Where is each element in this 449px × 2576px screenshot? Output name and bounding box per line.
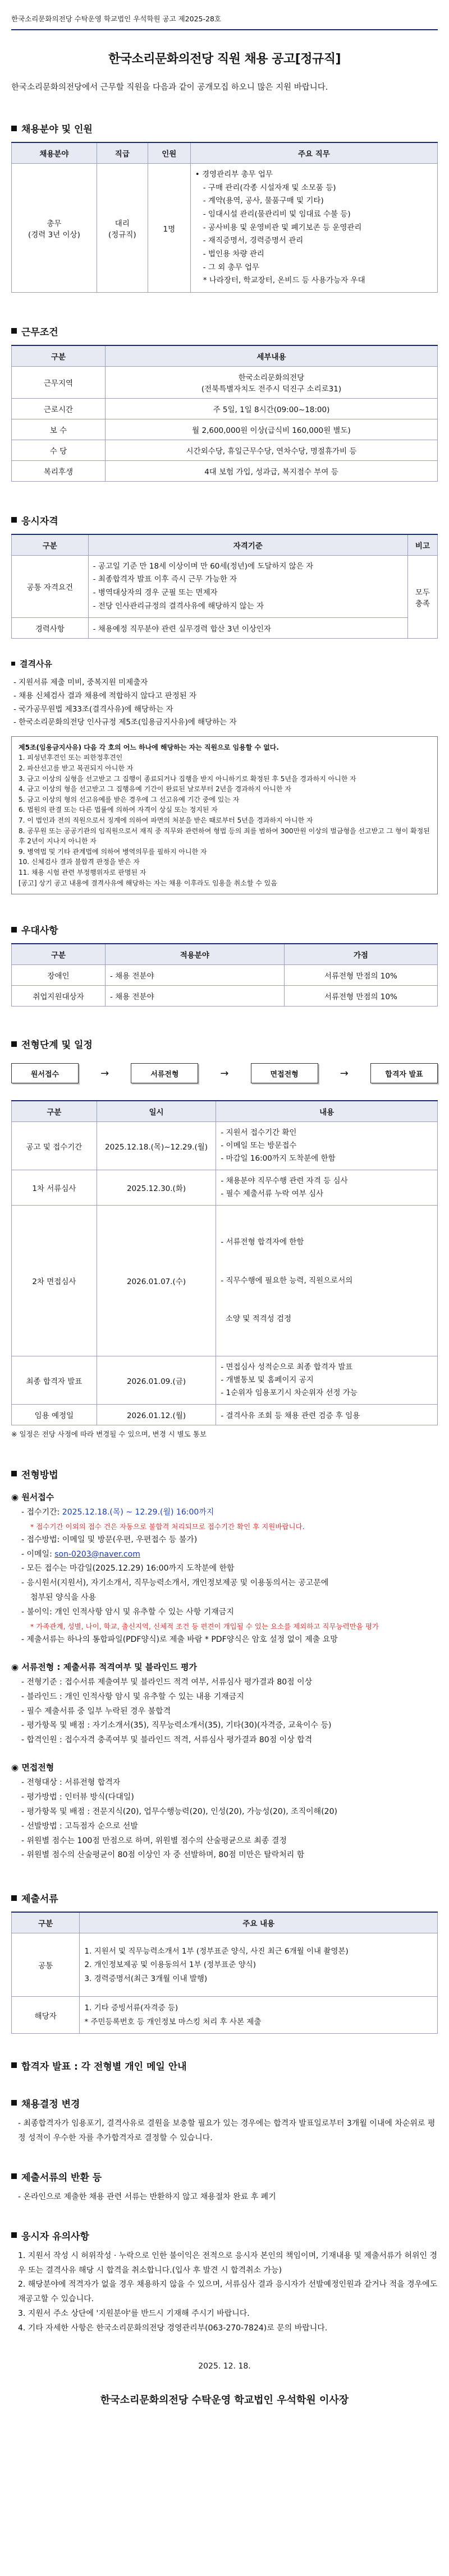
disq-item: - 한국소리문화의전당 인사규정 제5조(임용금지사유)에 해당하는 자 xyxy=(13,718,237,727)
caution-item: 3. 지원서 주소 상단에 '지원분야'를 반드시 기재해 주시기 바랍니다. xyxy=(18,2309,250,2319)
doc-item: - 합격인원 : 접수자격 충족여부 및 블라인드 적격, 서류심사 평가결과 80점 이상 합격 xyxy=(21,1735,313,1745)
email-link[interactable]: son-0203@naver.com xyxy=(54,1549,140,1559)
work-value: 주 5일, 1일 8시간(09:00~18:00) xyxy=(105,398,437,419)
flow-step-document: 서류전형 xyxy=(131,1063,198,1083)
disq-item: - 지원서류 제출 미비, 중복지원 미제출자 xyxy=(13,678,148,687)
square-bullet-icon xyxy=(11,126,17,131)
qual-common-items xyxy=(88,555,407,618)
sch-line: - 개별통보 및 홈페이지 공지 xyxy=(221,1375,314,1385)
caution-item: 4. 기타 자세한 사항은 한국소리문화의전당 경영관리부(063-270-7824)로 문의 바랍니다. xyxy=(18,2324,328,2333)
sch-key: 최종 합격자 발표 xyxy=(12,1356,97,1405)
section-change-title: 채용결정 변경 xyxy=(11,2096,438,2110)
change-text: - 최종합격자가 임용포기, 결격사유로 결원을 보충할 필요가 있는 경우에는 합격자 발표일로부터 3개월 이내에 차순위로 평정 성적이 우수한 자를 추가합격자로 결정할 수 있습니다. xyxy=(18,2118,436,2143)
sch-content xyxy=(216,1356,438,1405)
work-key: 근로시간 xyxy=(12,398,106,419)
doc-item: - 전형기준 : 접수서류 제출여부 및 블라인드 적격 여부, 서류심사 평가결과 80점 이상 xyxy=(21,1677,313,1687)
submit-item: 2. 개인정보제공 및 이용동의서 1부 (정부표준 양식) xyxy=(84,1960,256,1970)
square-bullet-icon xyxy=(11,328,17,334)
intv-item: - 평가항목 및 배점 : 전문지식(20), 업무수행능력(20), 인성(20), 가능성(20), 조직이해(20) xyxy=(21,1807,337,1816)
th-pref-k: 구분 xyxy=(12,944,106,965)
apply-deadline: - 모든 접수는 마감일(2025.12.29) 16:00까지 도착분에 한함 xyxy=(21,1564,235,1573)
apply-heading: ◉ 원서접수 xyxy=(11,1492,54,1502)
section-pref-title: 우대사항 xyxy=(11,922,438,936)
notice-line: 4. 금고 이상의 형을 선고받고 그 집행유예 기간이 완료된 날로부터 2년을 경과하지 아니한 자 xyxy=(19,785,291,793)
section-method-title: 전형방법 xyxy=(11,1467,438,1481)
disq-notice-box xyxy=(11,736,438,894)
notice-line: 6. 법원의 판결 또는 다른 법률에 의하여 자격이 상실 또는 정지된 자 xyxy=(19,806,218,814)
notice-line: 1. 피성년후견인 또는 피한정후견인 xyxy=(19,754,123,762)
caution-item: 1. 지원서 작성 시 허위작성 · 누락으로 인한 불이익은 전적으로 응시자 본인의 책임이며, 기재내용 및 제출서류가 허위인 경우 또는 결격사유 해당 시 합격을 취소합니다.(입사 후 발견 시 합격취소 가능) xyxy=(18,2251,438,2275)
sch-line: 소양 및 적격성 검정 xyxy=(221,1314,292,1324)
pref-field: - 채용 전분야 xyxy=(105,965,284,986)
schedule-table xyxy=(11,1100,438,1425)
submit-item: 1. 기타 증빙서류(자격증 등) xyxy=(84,2003,178,2013)
submit-table xyxy=(11,1912,438,2034)
th-count: 인원 xyxy=(148,142,190,164)
work-key: 보 수 xyxy=(12,419,106,440)
doc-item: - 블라인드 : 개인 인적사항 암시 및 유추할 수 있는 내용 기재금지 xyxy=(21,1692,244,1701)
section-caution-title: 응시자 유의사항 xyxy=(11,2228,438,2242)
notice-header: 한국소리문화의전당 수탁운영 학교법인 우석학원 공고 제2025-28호 xyxy=(11,10,438,30)
intv-item: - 평가방법 : 인터뷰 방식(다대일) xyxy=(21,1792,134,1802)
duty-item: - 구매 관리(각종 시설자재 및 소모품 등) xyxy=(203,183,336,192)
apply-caution: - 불이익: 개인 인적사항 암시 및 유추할 수 있는 사항 기재금지 xyxy=(21,1608,234,1617)
apply-method: - 접수방법: 이메일 및 방문(우편, 우편접수 등 불가) xyxy=(21,1535,198,1544)
th-pref-f: 적용분야 xyxy=(105,944,284,965)
submit-item: 1. 지원서 및 직무능력소개서 1부 (정부표준 양식, 사진 최근 6개월 이내 촬영본) xyxy=(84,1946,349,1956)
process-flow xyxy=(11,1063,438,1083)
sch-date: 2025.12.30.(화) xyxy=(97,1170,216,1205)
section-schedule-title: 전형단계 및 일정 xyxy=(11,1037,438,1051)
square-bullet-icon xyxy=(11,2232,17,2238)
sch-date: 2026.01.07.(수) xyxy=(97,1205,216,1356)
sch-content xyxy=(216,1205,438,1356)
qual-item: - 병역대상자의 경우 군필 또는 면제자 xyxy=(93,588,218,598)
recruit-field: 총무 (경력 3년 이상) xyxy=(12,164,97,293)
square-bullet-icon xyxy=(11,2062,17,2068)
qual-item: - 최종합격자 발표 이후 즉시 근무 가능한 자 xyxy=(93,575,237,584)
duty-item: • 경영관리부 총무 업무 xyxy=(195,170,273,179)
square-bullet-icon xyxy=(11,927,17,932)
sch-content xyxy=(216,1404,438,1425)
th-sch-c: 내용 xyxy=(216,1101,438,1122)
duty-item: - 임대시설 관리(물관리비 및 임대료 수불 등) xyxy=(203,210,351,219)
method-body xyxy=(11,1490,438,1863)
arrow-right-icon: → xyxy=(340,1067,349,1079)
sch-line: - 이메일 또는 방문접수 xyxy=(221,1141,297,1151)
sch-date: 2025.12.18.(목)~12.29.(월) xyxy=(97,1122,216,1170)
sch-line: - 1순위자 임용포기시 차순위자 선정 가능 xyxy=(221,1388,358,1397)
qual-table xyxy=(11,534,438,639)
recruit-duties xyxy=(190,164,437,293)
recruit-count: 1명 xyxy=(148,164,190,293)
duty-item: * 나라장터, 학교장터, 온비드 등 사용가능자 우대 xyxy=(203,276,365,285)
section-submit-title: 제출서류 xyxy=(11,1891,438,1905)
flow-step-announce: 합격자 발표 xyxy=(370,1063,438,1083)
notice-line: [공고] 상기 공고 내용에 결격사유에 해당하는 자는 채용 이후라도 임용을 취소할 수 있음 xyxy=(19,879,277,887)
th-duty: 주요 직무 xyxy=(190,142,437,164)
disq-item: - 국가공무원법 제33조(결격사유)에 해당하는 자 xyxy=(13,704,173,714)
pref-key: 장애인 xyxy=(12,965,106,986)
section-recruit-title: 채용분야 및 인원 xyxy=(11,121,438,135)
qual-career-label: 경력사항 xyxy=(12,618,89,639)
duty-item: - 공사비용 및 운영비관 및 폐기보존 등 운영관리 xyxy=(203,223,362,232)
sch-line: - 채용분야 직무수행 관련 자격 등 심사 xyxy=(221,1176,348,1185)
notice-signature: 한국소리문화의전당 수탁운영 학교법인 우석학원 이사장 xyxy=(100,2394,349,2406)
doc-item: - 필수 제출서류 중 일부 누락된 경우 불합격 xyxy=(21,1706,171,1716)
work-value: 한국소리문화의전당 (전북특별자치도 전주시 덕진구 소리로31) xyxy=(105,366,437,398)
pref-points: 서류전형 만점의 10% xyxy=(284,965,437,986)
work-value: 시간외수당, 휴일근무수당, 연차수당, 명절휴가비 등 xyxy=(105,440,437,460)
sch-line: - 직무수행에 필요한 능력, 직원으로서의 xyxy=(221,1276,353,1285)
th-sch-d: 일시 xyxy=(97,1101,216,1122)
square-bullet-icon xyxy=(11,1041,17,1047)
return-text: - 온라인으로 제출한 채용 관련 서류는 반환하지 않고 채용절차 완료 후 폐기 xyxy=(18,2192,276,2201)
sch-date: 2026.01.12.(월) xyxy=(97,1404,216,1425)
schedule-note: ※ 일정은 전당 사정에 따라 변경될 수 있으며, 변경 시 별도 통보 xyxy=(11,1429,207,1438)
sch-key: 2차 면접심사 xyxy=(12,1205,97,1356)
apply-period: - 접수기간: 2025.12.18.(목) ~ 12.29.(월) 16:00까지 xyxy=(21,1507,214,1517)
square-bullet-icon xyxy=(11,2173,17,2179)
section-qual-title: 응시자격 xyxy=(11,513,438,527)
doc-item: - 평가항목 및 배점 : 자기소개서(35), 직무능력소개서(35), 기타(30)(자격증, 교육이수 등) xyxy=(21,1721,332,1730)
recruit-grade: 대리 (정규직) xyxy=(97,164,148,293)
sch-content xyxy=(216,1122,438,1170)
intv-item: - 위원별 점수의 산술평균이 80점 이상인 자 중 선발하며, 80점 미만은 탈락처리 함 xyxy=(21,1850,305,1860)
arrow-right-icon: → xyxy=(220,1067,229,1079)
th-field: 채용분야 xyxy=(12,142,97,164)
intro-text: 한국소리문화의전당에서 근무할 직원을 다음과 같이 공개모집 하오니 많은 지원 바랍니다. xyxy=(11,83,328,92)
sch-key: 공고 및 접수기간 xyxy=(12,1122,97,1170)
section-announce-title: 합격자 발표 : 각 전형별 개인 메일 안내 xyxy=(11,2058,438,2072)
apply-caution-red: * 가족관계, 성별, 나이, 학교, 출신지역, 신체적 조건 등 편견이 개입될 수 있는 요소를 제외하고 직무능력만을 평가 xyxy=(30,1622,379,1631)
square-bullet-icon xyxy=(11,1471,17,1476)
notice-line: 5. 금고 이상의 형의 선고유예를 받은 경우에 그 선고유예 기간 중에 있는 자 xyxy=(19,795,240,804)
sch-line: - 결격사유 조회 등 채용 관련 검증 후 임용 xyxy=(221,1411,360,1420)
th-sub-v: 주요 내용 xyxy=(80,1912,438,1933)
duty-item: - 재직증명서, 경력증명서 관리 xyxy=(203,236,304,246)
qual-item: - 전당 인사관리규정의 결격사유에 해당하지 않는 자 xyxy=(93,601,264,611)
th-work-v: 세부내용 xyxy=(105,345,437,367)
pref-field: - 채용 전분야 xyxy=(105,986,284,1007)
sch-line: - 서류전형 합격자에 한함 xyxy=(221,1237,304,1247)
qual-common-label: 공통 자격요건 xyxy=(12,555,89,618)
qual-item: - 공고일 기준 만 18세 이상이며 만 60세(정년)에 도달하지 않은 자 xyxy=(93,561,314,571)
notice-line: 11. 채용 시험 관련 부정행위자로 판명된 자 xyxy=(19,868,146,876)
caution-item: 2. 해당분야에 적격자가 없을 경우 채용하지 않을 수 있으며, 서류심사 결과 응시자가 선발예정인원과 같거나 적을 경우에도 재공고할 수 있습니다. xyxy=(18,2280,438,2304)
intv-heading: ◉ 면접전형 xyxy=(11,1762,54,1773)
sch-key: 임용 예정일 xyxy=(12,1404,97,1425)
square-bullet-icon xyxy=(11,517,17,523)
notice-line: 10. 신체검사 결과 불합격 판정을 받은 자 xyxy=(19,858,140,866)
work-value: 월 2,600,000원 이상(급식비 160,000원 별도) xyxy=(105,419,437,440)
square-bullet-icon xyxy=(11,1895,17,1901)
notice-line: 2. 파산선고를 받고 복권되지 아니한 자 xyxy=(19,764,134,772)
caution-list xyxy=(11,2249,438,2336)
th-work-k: 구분 xyxy=(12,345,106,367)
section-work-title: 근무조건 xyxy=(11,324,438,338)
duty-item: - 그 외 총무 업무 xyxy=(203,262,260,272)
th-qual-k: 구분 xyxy=(12,534,89,556)
submit-target-items xyxy=(80,1997,438,2034)
flow-step-interview: 면접전형 xyxy=(251,1063,318,1083)
arrow-right-icon: → xyxy=(100,1067,109,1079)
notice-line: 3. 금고 이상의 실형을 선고받고 그 집행이 종료되거나 집행을 받지 아니하기로 확정된 후 5년을 경과하지 아니한 자 xyxy=(19,774,356,783)
work-table xyxy=(11,345,438,482)
sch-line: - 면접심사 성적순으로 최종 합격자 발표 xyxy=(221,1363,353,1372)
th-qual-note: 비고 xyxy=(407,534,437,556)
work-key: 수 당 xyxy=(12,440,106,460)
recruit-table xyxy=(11,142,438,293)
sch-line: - 필수 제출서류 누락 여부 심사 xyxy=(221,1189,324,1198)
sch-line: - 마감일 16:00까지 도착분에 한함 xyxy=(221,1154,336,1163)
notice-line: 9. 병역법 및 기타 관계법에 의하여 병역의무를 필하지 아니한 자 xyxy=(19,847,207,856)
submit-item: 3. 경력증명서(최근 3개월 이내 발행) xyxy=(84,1974,208,1983)
apply-pdf: - 제출서류는 하나의 통합파일(PDF양식)로 제출 바람 * PDF양식은 암호 설정 없이 제출 요망 xyxy=(21,1635,338,1645)
submit-item: * 주민등록번호 등 개인정보 마스킹 처리 후 사본 제출 xyxy=(84,2017,262,2026)
submit-target-label: 해당자 xyxy=(12,1997,80,2034)
square-bullet-icon xyxy=(11,662,15,666)
flow-step-apply: 원서접수 xyxy=(11,1063,79,1083)
submit-common-items xyxy=(80,1933,438,1997)
disq-title: 결격사유 xyxy=(11,658,438,670)
intv-item: - 선발방법 : 고득점자 순으로 선발 xyxy=(21,1821,138,1831)
square-bullet-icon xyxy=(11,2100,17,2106)
work-key: 근무지역 xyxy=(12,366,106,398)
pref-table xyxy=(11,943,438,1007)
apply-docs-2: 첨부된 양식을 사용 xyxy=(30,1593,97,1603)
submit-common-label: 공통 xyxy=(12,1933,80,1997)
th-qual-v: 자격기준 xyxy=(88,534,407,556)
duty-item: - 계약(용역, 공사, 물품구매 및 기타) xyxy=(203,196,324,206)
th-sub-k: 구분 xyxy=(12,1912,80,1933)
pref-key: 취업지원대상자 xyxy=(12,986,106,1007)
notice-line: 제5조(임용금지사유) 다음 각 호의 어느 하나에 해당하는 자는 직원으로 임용할 수 없다. xyxy=(19,743,279,751)
notice-line: 8. 공무원 또는 공공기관의 임직원으로서 재직 중 직무와 관련하여 형법 등의 죄를 범하여 300만원 이상의 벌금형을 선고받고 그 형이 확정된 후 2년이 지나지 아니한 자 xyxy=(19,827,430,846)
th-pref-p: 가점 xyxy=(284,944,437,965)
qual-career-value: - 채용예정 직무분야 관련 실무경력 합산 3년 이상인자 xyxy=(88,618,407,639)
sch-line: - 지원서 접수기간 확인 xyxy=(221,1128,297,1138)
work-value: 4대 보험 가입, 성과급, 복지점수 부여 등 xyxy=(105,460,437,481)
duty-list xyxy=(195,168,433,288)
work-key: 복리후생 xyxy=(12,460,106,481)
intv-item: - 위원별 점수는 100점 만점으로 하며, 위원별 점수의 산술평균으로 최종 결정 xyxy=(21,1836,287,1845)
duty-item: - 법인용 차량 관리 xyxy=(203,249,264,258)
sch-key: 1차 서류심사 xyxy=(12,1170,97,1205)
sch-date: 2026.01.09.(금) xyxy=(97,1356,216,1405)
doc-heading: ◉ 서류전형 : 제출서류 적격여부 및 블라인드 평가 xyxy=(11,1662,197,1673)
qual-note: 모두 충족 xyxy=(407,555,437,639)
sch-content xyxy=(216,1170,438,1205)
section-return-title: 제출서류의 반환 등 xyxy=(11,2169,438,2183)
disq-list xyxy=(11,676,438,730)
intv-item: - 전형대상 : 서류전형 합격자 xyxy=(21,1778,121,1788)
apply-email: - 이메일: son-0203@naver.com xyxy=(21,1549,140,1559)
pref-points: 서류전형 만점의 10% xyxy=(284,986,437,1007)
notice-date: 2025. 12. 18. xyxy=(198,2361,251,2371)
disq-item: - 채용 신체검사 결과 채용에 적합하지 않다고 판정된 자 xyxy=(13,691,197,700)
th-grade: 직급 xyxy=(97,142,148,164)
notice-title: 한국소리문화의전당 직원 채용 공고[정규직] xyxy=(108,52,341,66)
th-sch-k: 구분 xyxy=(12,1101,97,1122)
apply-warning: * 접수기간 이외의 접수 건은 자동으로 불합격 처리되므로 접수기간 확인 후 지원바랍니다. xyxy=(30,1522,305,1531)
notice-page xyxy=(11,0,438,2407)
apply-docs: - 응시원서(지원서), 자기소개서, 직무능력소개서, 개인정보제공 및 이용동의서는 공고문에 xyxy=(21,1578,329,1588)
notice-line: 7. 이 법인과 전의 직원으로서 징계에 의하여 파면의 처분을 받은 때로부터 5년을 경과하지 아니한 자 xyxy=(19,816,313,824)
